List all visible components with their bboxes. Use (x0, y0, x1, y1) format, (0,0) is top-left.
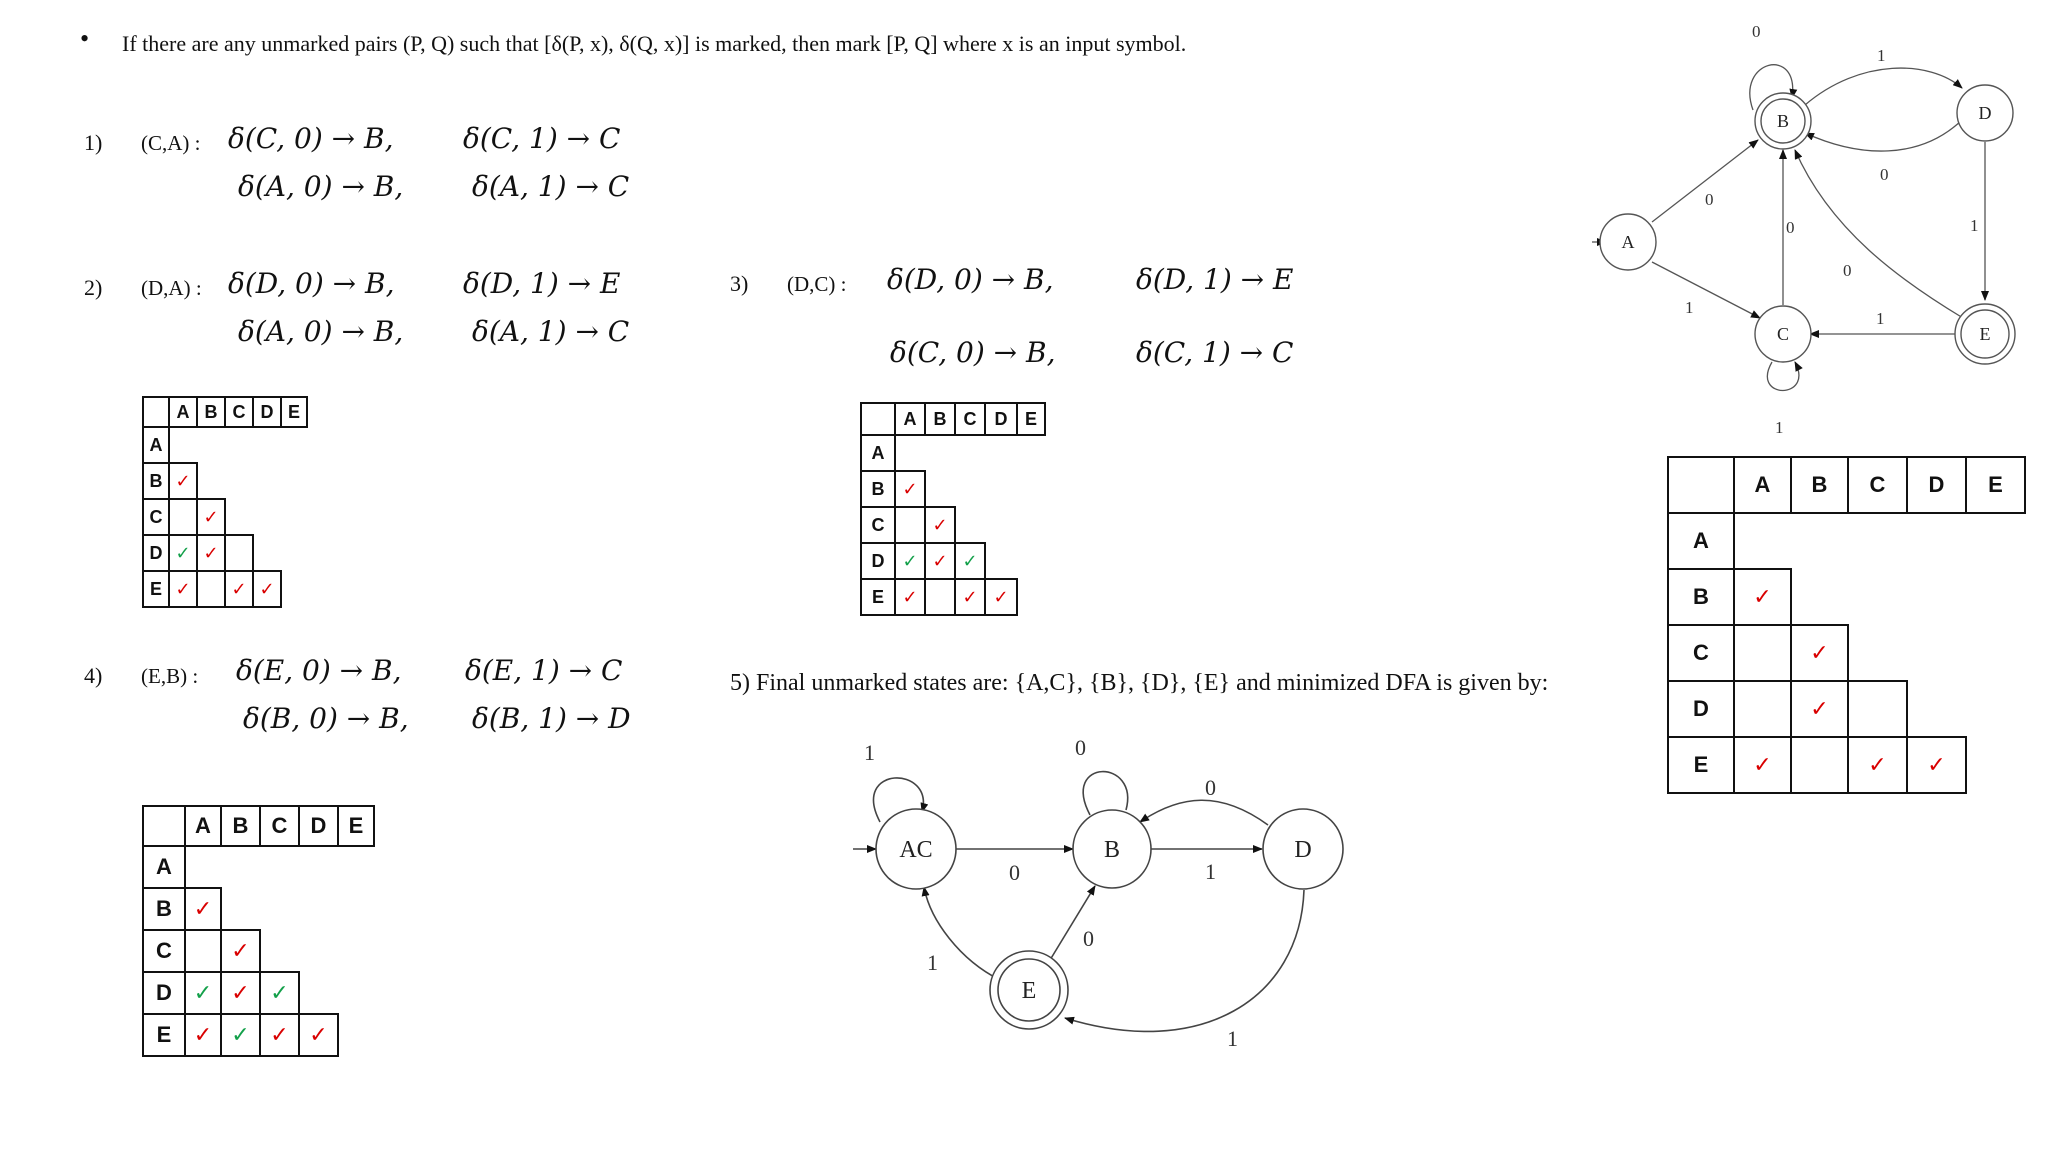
state-b-label: B (1776, 111, 1790, 131)
table-empty-cell (260, 846, 299, 888)
step-1-eq-r2: δ(A, 1) → C (472, 170, 630, 203)
table-empty-cell (253, 463, 281, 499)
table-empty-cell (1848, 569, 1907, 625)
table-mark-cell (1907, 737, 1966, 793)
table-empty-cell (299, 888, 338, 930)
label-a-c: 1 (1685, 298, 1694, 317)
step-4-pair: (E,B) : (141, 664, 199, 688)
table-column-header: C (955, 403, 985, 435)
table-cell (1848, 681, 1907, 737)
check-mark-red-icon: ✓ (902, 586, 918, 608)
table-empty-cell (253, 427, 281, 463)
table-cell (925, 579, 955, 615)
table-empty-cell (925, 471, 955, 507)
table-mark-cell (925, 543, 955, 579)
table-empty-cell (955, 507, 985, 543)
check-mark-red-icon: ✓ (193, 1023, 213, 1048)
table-column-header: C (1848, 457, 1907, 513)
step-4-number: 4) (84, 663, 103, 688)
table-empty-cell (225, 463, 253, 499)
table-mark-cell (1734, 569, 1791, 625)
table-column-header: A (895, 403, 925, 435)
table-empty-cell (185, 846, 221, 888)
edge-c-loop (1767, 362, 1798, 391)
step-2-eq-l1: δ(D, 0) → B, (228, 267, 395, 300)
check-mark-green-icon: ✓ (270, 981, 289, 1006)
table-empty-cell (1791, 513, 1848, 569)
table-cell (1734, 625, 1791, 681)
bullet-mark: • (80, 24, 90, 53)
table-mark-cell (225, 571, 253, 607)
original-dfa-diagram (1590, 12, 2030, 462)
table-empty-cell (1966, 625, 2025, 681)
table-empty-cell (1966, 569, 2025, 625)
table-empty-cell (281, 535, 307, 571)
step-2-eq-l2: δ(A, 0) → B, (238, 315, 404, 348)
check-mark-green-icon: ✓ (193, 981, 213, 1006)
table-column-header: C (260, 806, 299, 846)
table-empty-cell (338, 930, 374, 972)
label-e-b: 0 (1843, 261, 1852, 280)
edge-e-to-b (1795, 150, 1963, 318)
step-3-eq-l2: δ(C, 0) → B, (890, 336, 1056, 369)
step-3-pair: (D,C) : (787, 272, 847, 296)
step-1-number: 1) (84, 130, 103, 155)
table-empty-cell (1848, 625, 1907, 681)
table-cell (225, 535, 253, 571)
table-mark-cell (955, 543, 985, 579)
min-label-d-b: 0 (1205, 775, 1216, 800)
table-cell (185, 930, 221, 972)
min-label-b-d: 1 (1205, 859, 1216, 884)
table-row-header: E (861, 579, 895, 615)
edge-b-to-d (1805, 68, 1962, 105)
step-1-eq-l1: δ(C, 0) → B, (228, 122, 394, 155)
min-label-e-ac: 1 (927, 950, 938, 975)
table-column-header: E (1017, 403, 1045, 435)
check-mark-red-icon: ✓ (993, 586, 1009, 608)
table-row-header: A (861, 435, 895, 471)
table-empty-cell (1017, 507, 1045, 543)
table-column-header: B (197, 397, 225, 427)
table-empty-cell (299, 846, 338, 888)
table-empty-cell (925, 435, 955, 471)
table-empty-cell (1017, 579, 1045, 615)
table-empty-cell (197, 463, 225, 499)
label-b-loop: 0 (1752, 22, 1761, 41)
min-label-b-loop: 0 (1075, 735, 1086, 760)
table-corner-cell (143, 806, 185, 846)
edge-d-to-b-min (1140, 800, 1268, 825)
table-empty-cell (1907, 625, 1966, 681)
table-empty-cell (1017, 471, 1045, 507)
step-4-eq-l1: δ(E, 0) → B, (236, 654, 402, 687)
edge-a-to-b (1652, 140, 1758, 222)
check-mark-red-icon: ✓ (231, 981, 250, 1006)
step-4-eq-l2: δ(B, 0) → B, (243, 702, 409, 735)
table-mark-cell (260, 972, 299, 1014)
check-mark-red-icon: ✓ (203, 506, 219, 528)
table-row-header: A (143, 846, 185, 888)
check-mark-red-icon: ✓ (231, 578, 247, 600)
table-empty-cell (281, 571, 307, 607)
table-empty-cell (1734, 513, 1791, 569)
table-mark-cell (895, 471, 925, 507)
table-column-header: A (1734, 457, 1791, 513)
check-mark-red-icon: ✓ (962, 586, 978, 608)
table-cell (895, 507, 925, 543)
table-mark-cell (169, 535, 197, 571)
table-empty-cell (1966, 681, 2025, 737)
table-empty-cell (955, 435, 985, 471)
table-empty-cell (281, 427, 307, 463)
step-1-pair: (C,A) : (141, 131, 201, 155)
table-mark-cell (925, 507, 955, 543)
rule-text: If there are any unmarked pairs (P, Q) such that [δ(P, x), δ(Q, x)] is marked, then mark [P, Q] where x is an input symbol. (122, 31, 1187, 56)
table-mark-cell (221, 930, 260, 972)
step-4-eq-r1: δ(E, 1) → C (465, 654, 623, 687)
table-mark-cell (895, 543, 925, 579)
table-row-header: C (861, 507, 895, 543)
label-e-c: 1 (1876, 309, 1885, 328)
check-mark-red-icon: ✓ (1810, 641, 1829, 666)
step-3-eq-r2: δ(C, 1) → C (1136, 336, 1294, 369)
check-mark-red-icon: ✓ (309, 1023, 328, 1048)
table-empty-cell (985, 507, 1017, 543)
marking-table-step-2 (142, 396, 308, 608)
table-cell (197, 571, 225, 607)
step-2-number: 2) (84, 275, 103, 300)
check-mark-red-icon: ✓ (1753, 585, 1772, 610)
check-mark-green-icon: ✓ (902, 550, 918, 572)
min-state-b-label: B (1103, 837, 1121, 863)
table-row-header: D (143, 972, 185, 1014)
table-mark-cell (1848, 737, 1907, 793)
table-column-header: D (1907, 457, 1966, 513)
table-empty-cell (338, 1014, 374, 1056)
table-corner-cell (861, 403, 895, 435)
table-empty-cell (985, 471, 1017, 507)
table-mark-cell (1791, 625, 1848, 681)
table-cell (169, 499, 197, 535)
label-d-e: 1 (1970, 216, 1979, 235)
table-empty-cell (1907, 681, 1966, 737)
table-column-header: D (985, 403, 1017, 435)
table-row-header: E (143, 1014, 185, 1056)
table-corner-cell (143, 397, 169, 427)
table-empty-cell (299, 930, 338, 972)
table-empty-cell (281, 463, 307, 499)
table-empty-cell (260, 930, 299, 972)
table-row-header: D (143, 535, 169, 571)
check-mark-green-icon: ✓ (231, 1023, 250, 1048)
check-mark-red-icon: ✓ (259, 578, 275, 600)
check-mark-red-icon: ✓ (932, 514, 948, 536)
table-mark-cell (197, 499, 225, 535)
check-mark-red-icon: ✓ (203, 542, 219, 564)
min-label-ac-loop: 1 (864, 740, 875, 765)
table-row-header: C (143, 930, 185, 972)
table-empty-cell (221, 846, 260, 888)
table-mark-cell (955, 579, 985, 615)
table-column-header: D (253, 397, 281, 427)
table-mark-cell (185, 972, 221, 1014)
check-mark-red-icon: ✓ (231, 939, 250, 964)
min-label-d-e: 1 (1227, 1026, 1238, 1051)
table-empty-cell (225, 499, 253, 535)
table-mark-cell (253, 571, 281, 607)
check-mark-red-icon: ✓ (932, 550, 948, 572)
min-state-d-label: D (1294, 837, 1312, 863)
table-mark-cell (169, 571, 197, 607)
table-column-header: B (1791, 457, 1848, 513)
state-d-label: D (1978, 103, 1992, 123)
table-empty-cell (1017, 543, 1045, 579)
min-label-ac-b: 0 (1009, 860, 1020, 885)
table-column-header: D (299, 806, 338, 846)
label-d-b: 0 (1880, 165, 1889, 184)
table-empty-cell (1791, 569, 1848, 625)
table-empty-cell (1966, 513, 2025, 569)
table-empty-cell (197, 427, 225, 463)
table-empty-cell (985, 543, 1017, 579)
table-empty-cell (1848, 513, 1907, 569)
table-empty-cell (1017, 435, 1045, 471)
table-column-header: C (225, 397, 253, 427)
table-empty-cell (253, 499, 281, 535)
table-mark-cell (169, 463, 197, 499)
table-mark-cell (260, 1014, 299, 1056)
table-cell (1791, 737, 1848, 793)
step-3-number: 3) (730, 271, 749, 296)
table-mark-cell (221, 972, 260, 1014)
step-1-eq-l2: δ(A, 0) → B, (238, 170, 404, 203)
min-state-e-label: E (1021, 978, 1037, 1004)
min-label-e-b: 0 (1083, 926, 1094, 951)
check-mark-red-icon: ✓ (1810, 697, 1829, 722)
table-mark-cell (985, 579, 1017, 615)
table-row-header: B (861, 471, 895, 507)
table-empty-cell (253, 535, 281, 571)
edge-b-loop-min (1083, 772, 1127, 815)
step-2-eq-r1: δ(D, 1) → E (463, 267, 621, 300)
table-row-header: D (1668, 681, 1734, 737)
table-row-header: A (143, 427, 169, 463)
table-empty-cell (260, 888, 299, 930)
label-a-b: 0 (1705, 190, 1714, 209)
table-empty-cell (338, 888, 374, 930)
label-b-d: 1 (1877, 46, 1886, 65)
step-3-eq-l1: δ(D, 0) → B, (887, 263, 1054, 296)
table-column-header: B (221, 806, 260, 846)
table-empty-cell (1907, 569, 1966, 625)
state-c-label: C (1776, 324, 1790, 344)
step-3-eq-r1: δ(D, 1) → E (1136, 263, 1294, 296)
table-column-header: A (185, 806, 221, 846)
table-empty-cell (225, 427, 253, 463)
check-mark-red-icon: ✓ (270, 1023, 289, 1048)
edge-a-to-c (1652, 262, 1760, 318)
table-mark-cell (185, 1014, 221, 1056)
check-mark-red-icon: ✓ (902, 478, 918, 500)
table-empty-cell (895, 435, 925, 471)
step-2-pair: (D,A) : (141, 276, 202, 300)
check-mark-green-icon: ✓ (962, 550, 978, 572)
table-row-header: E (1668, 737, 1734, 793)
table-row-header: B (143, 888, 185, 930)
step-1-eq-r1: δ(C, 1) → C (463, 122, 621, 155)
edge-d-to-e (1065, 890, 1304, 1031)
table-mark-cell (895, 579, 925, 615)
table-empty-cell (221, 888, 260, 930)
table-row-header: C (143, 499, 169, 535)
check-mark-red-icon: ✓ (175, 578, 191, 600)
check-mark-red-icon: ✓ (1753, 753, 1772, 778)
minimized-dfa-diagram (840, 725, 1360, 1055)
table-mark-cell (1791, 681, 1848, 737)
marking-table-reference (1667, 456, 2026, 794)
table-column-header: A (169, 397, 197, 427)
table-column-header: E (338, 806, 374, 846)
marking-table-step-4 (142, 805, 375, 1057)
table-empty-cell (299, 972, 338, 1014)
step-4-eq-r2: δ(B, 1) → D (472, 702, 631, 735)
table-row-header: B (143, 463, 169, 499)
table-mark-cell (1734, 737, 1791, 793)
check-mark-green-icon: ✓ (175, 542, 191, 564)
table-row-header: D (861, 543, 895, 579)
table-empty-cell (169, 427, 197, 463)
table-empty-cell (281, 499, 307, 535)
label-c-b: 0 (1786, 218, 1795, 237)
check-mark-red-icon: ✓ (1927, 753, 1946, 778)
table-mark-cell (185, 888, 221, 930)
check-mark-red-icon: ✓ (175, 470, 191, 492)
marking-table-step-3 (860, 402, 1046, 616)
label-c-loop: 1 (1775, 418, 1784, 437)
table-row-header: E (143, 571, 169, 607)
table-empty-cell (1966, 737, 2025, 793)
table-mark-cell (299, 1014, 338, 1056)
final-unmarked-text: 5) Final unmarked states are: {A,C}, {B}, {D}, {E} and minimized DFA is given by: (730, 670, 1549, 696)
step-2-eq-r2: δ(A, 1) → C (472, 315, 630, 348)
check-mark-red-icon: ✓ (193, 897, 213, 922)
table-cell (1734, 681, 1791, 737)
table-empty-cell (985, 435, 1017, 471)
table-row-header: A (1668, 513, 1734, 569)
table-column-header: E (1966, 457, 2025, 513)
table-column-header: B (925, 403, 955, 435)
table-mark-cell (197, 535, 225, 571)
state-e-label: E (1979, 324, 1991, 344)
table-row-header: B (1668, 569, 1734, 625)
table-row-header: C (1668, 625, 1734, 681)
check-mark-red-icon: ✓ (1868, 753, 1887, 778)
table-empty-cell (1907, 513, 1966, 569)
table-empty-cell (338, 846, 374, 888)
table-empty-cell (955, 471, 985, 507)
table-empty-cell (338, 972, 374, 1014)
table-mark-cell (221, 1014, 260, 1056)
min-state-ac-label: AC (899, 837, 933, 863)
table-corner-cell (1668, 457, 1734, 513)
state-a-label: A (1621, 232, 1635, 252)
table-column-header: E (281, 397, 307, 427)
edge-d-to-b (1805, 120, 1962, 151)
